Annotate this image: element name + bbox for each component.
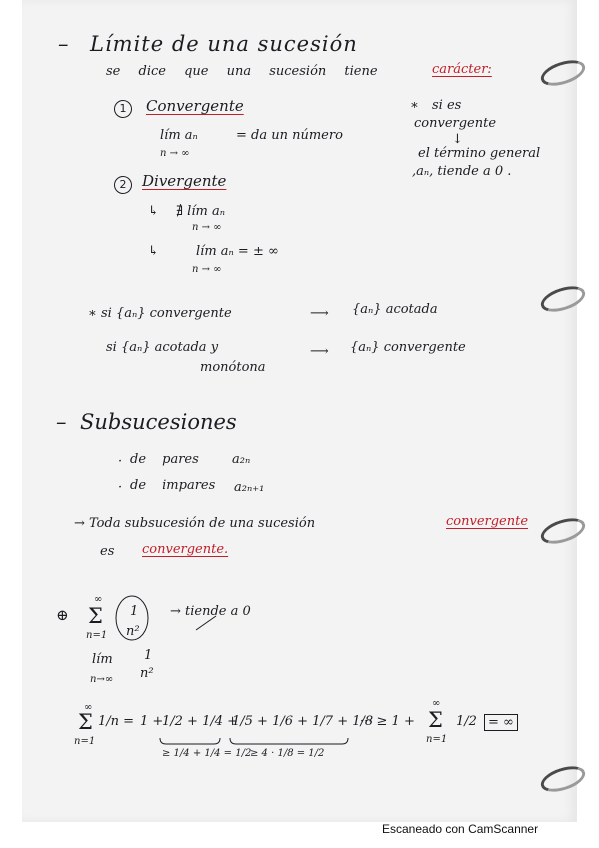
harmonic-group-1: 1/2 + 1/4 + <box>162 714 239 729</box>
section-title-dash: – <box>56 410 67 434</box>
example-frac-num: 1 <box>130 604 139 619</box>
harmonic-result: = ∞ <box>484 714 518 731</box>
group-bracket-2 <box>230 738 348 744</box>
formula-sub: n → ∞ <box>160 148 190 159</box>
convergente-label: Convergente <box>146 97 244 115</box>
scanner-footer: Escaneado con CamScanner <box>382 822 539 836</box>
case-1-sub: n → ∞ <box>192 222 222 233</box>
example-frac-den: n² <box>126 624 140 639</box>
property-1-arrow: ⟶ <box>310 306 329 321</box>
note-line-4: ,aₙ, tiende a 0 . <box>412 164 512 179</box>
formula-rest: = da un número <box>236 128 343 143</box>
section-title: Límite de una sucesión <box>90 32 358 56</box>
statement-keyword: convergente <box>446 514 529 529</box>
harmonic-rhs-top: ∞ <box>432 698 441 709</box>
bullet-1: · <box>118 454 123 469</box>
note-arrow: ↓ <box>452 132 463 147</box>
formula-lim: lím aₙ <box>160 128 198 143</box>
subseq-item-1-term: a₂ₙ <box>232 452 251 467</box>
subseq-item-2: de impares <box>130 478 216 493</box>
harmonic-sum-bot: n=1 <box>74 736 96 747</box>
property-2-left: si {aₙ} acotada y <box>106 340 219 355</box>
harmonic-under-1: ≥ 1/4 + 1/4 = 1/2 <box>162 748 252 759</box>
property-1-right: {aₙ} acotada <box>352 302 438 317</box>
statement-line-1: → Toda subsucesión de una sucesión <box>74 516 316 531</box>
subseq-item-1: de pares <box>130 452 199 467</box>
harmonic-sum-top: ∞ <box>84 702 93 713</box>
note-line-3: el término general <box>418 146 541 161</box>
note-arrow-stroke <box>196 616 216 630</box>
property-1-left: ∗ si {aₙ} convergente <box>88 306 232 321</box>
example-note: → tiende a 0 <box>170 604 251 619</box>
case-arrow-icon: ↳ <box>148 204 159 219</box>
section-title-dash: – <box>58 32 69 56</box>
harmonic-lhs: 1/n = <box>98 714 135 729</box>
number-badge: 1 <box>114 100 132 118</box>
case-2: lím aₙ = ± ∞ <box>196 244 279 259</box>
subsucesiones-title: Subsucesiones <box>80 410 237 434</box>
property-2-right: {aₙ} convergente <box>350 340 466 355</box>
group-bracket-1 <box>160 738 220 744</box>
harmonic-rhs-sum: Σ <box>428 708 443 732</box>
case-arrow-icon: ↳ <box>148 244 159 259</box>
statement-keyword-2: convergente. <box>142 542 229 557</box>
example-symbol: ⊕ <box>56 606 69 624</box>
divergente-label: Divergente <box>142 172 227 190</box>
example-lim-num: 1 <box>144 648 153 663</box>
note-line-1: si es <box>432 98 462 113</box>
harmonic-under-2: ≥ 4 · 1/8 = 1/2 <box>250 748 325 759</box>
harmonic-rhs-bot: n=1 <box>426 734 448 745</box>
statement-line-2: es <box>100 544 115 559</box>
example-sum-bot: n=1 <box>86 630 108 641</box>
harmonic-rhs-frac: 1/2 <box>456 714 477 729</box>
number-badge: 2 <box>114 176 132 194</box>
harmonic-group-2: 1/5 + 1/6 + 1/7 + 1/8 <box>232 714 374 729</box>
harmonic-dots: ··· ≥ 1 + <box>360 714 415 729</box>
harmonic-sum-symbol: Σ <box>78 710 93 734</box>
property-2-left-2: monótona <box>200 360 266 375</box>
intro-keyword: carácter: <box>432 62 492 77</box>
case-2-sub: n → ∞ <box>192 264 222 275</box>
property-2-arrow: ⟶ <box>310 344 329 359</box>
example-lim-sub: n→∞ <box>90 674 114 685</box>
note-line-2: convergente <box>414 116 497 131</box>
case-1: ∄ lím aₙ <box>176 204 225 219</box>
harmonic-term-1: 1 + <box>140 714 164 729</box>
note-symbol: ∗ <box>410 98 419 113</box>
example-sum-top: ∞ <box>94 594 103 605</box>
intro-text: se dice que una sucesión tiene <box>106 64 378 79</box>
subseq-item-2-term: a₂ₙ₊₁ <box>234 480 265 495</box>
highlight-circle <box>116 596 148 640</box>
example-sum-symbol: Σ <box>88 604 103 628</box>
example-lim: lím <box>92 652 113 667</box>
example-lim-den: n² <box>140 666 154 681</box>
bullet-2: · <box>118 480 123 495</box>
